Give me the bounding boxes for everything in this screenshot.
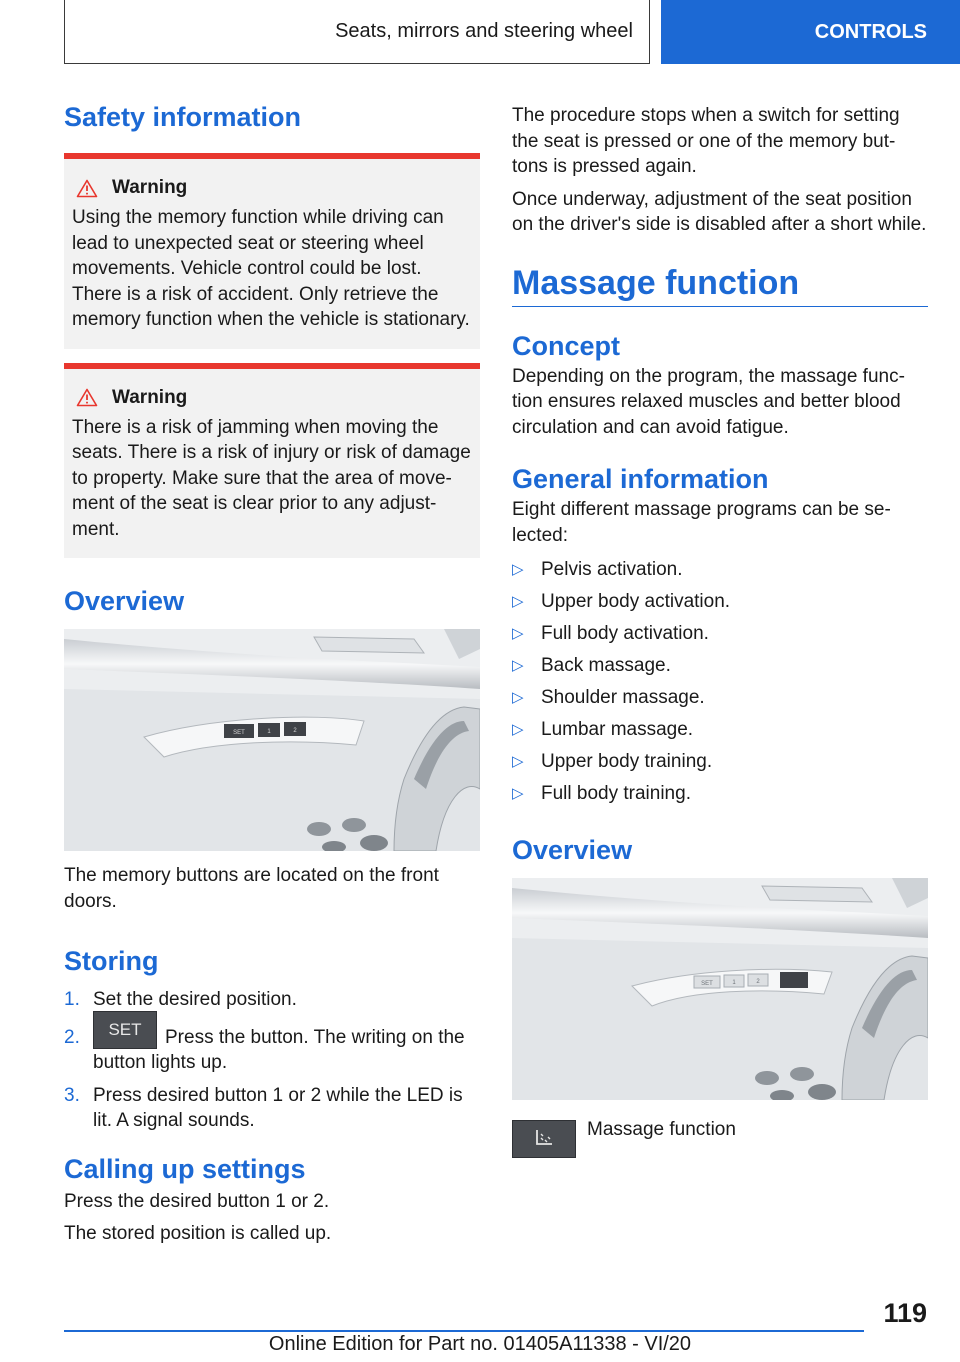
warning-title-2 [76, 387, 472, 409]
triangle-bullet-icon: ▷ [512, 689, 524, 706]
safety-heading: Safety information [64, 102, 302, 132]
concept-text: Depending on the program, the massage func-tion ensures relaxed muscles and better blood circulation and can avoid fatigue. [512, 365, 905, 438]
door-memory-buttons-photo [64, 629, 480, 851]
list-item-text: Lumbar massage. [541, 719, 694, 740]
right-column [512, 92, 928, 1158]
memory-button-1-label: 1 [732, 979, 736, 986]
underway-text: Once underway, adjustment of the seat position on the driver's side is disabled after a short while. [512, 188, 927, 235]
warning-text-1: Using the memory function while driving can lead to unexpected seat or steering wheel movements. Vehicle control could be lost. There is a risk of accident. Only retrieve the memory function when the vehicle is stationary. [72, 207, 470, 330]
list-item-text: Upper body training. [541, 751, 713, 772]
step-text-with-button [93, 1020, 480, 1076]
set-button-icon: SET [93, 1011, 157, 1049]
triangle-bullet-icon: ▷ [512, 753, 524, 770]
photo-caption-left: The memory buttons are located on the front doors. [64, 865, 439, 912]
list-item-text: Full body training. [541, 783, 691, 804]
warning-title-1 [76, 177, 472, 199]
page-number: 119 [883, 1298, 927, 1328]
warning-box-2 [64, 363, 480, 559]
footer-edition: Online Edition for Part no. 01405A11338 - VI/20 [268, 1333, 692, 1355]
step-text: Set the desired position. [93, 989, 297, 1010]
list-item [512, 653, 928, 679]
calling-up-text-2: The stored position is called up. [64, 1223, 332, 1244]
warning-label-1: Warning [112, 177, 188, 198]
warning-label-2: Warning [112, 386, 188, 408]
overview-heading-right: Overview [512, 834, 633, 865]
step-text: Press desired button 1 or 2 while the LED is lit. A signal sounds. [93, 1084, 463, 1131]
header-section-title [64, 0, 650, 64]
general-info-heading: General information [512, 464, 769, 494]
memory-button-2-label: 2 [756, 978, 760, 985]
step-number: 3. [64, 1084, 80, 1106]
triangle-bullet-icon: ▷ [512, 657, 524, 674]
warning-triangle-icon [76, 388, 98, 407]
warning-box-1 [64, 153, 480, 349]
list-item [512, 557, 928, 583]
massage-heading-block [512, 264, 928, 307]
footer-divider [64, 1330, 864, 1332]
memory-button-1-label: 1 [267, 729, 271, 735]
warning-triangle-icon [76, 179, 98, 198]
list-item-text: Shoulder massage. [541, 687, 705, 708]
general-info-text: Eight different massage programs can be se-lected: [512, 499, 891, 546]
door-massage-button-photo [512, 878, 928, 1100]
procedure-stops-text: The procedure stops when a switch for setting the seat is pressed or one of the memory but-tons is pressed again. [512, 105, 900, 177]
list-item-text: Pelvis activation. [541, 559, 683, 580]
list-item [512, 621, 928, 647]
triangle-bullet-icon: ▷ [512, 561, 524, 578]
overview-heading-left: Overview [64, 586, 185, 616]
triangle-bullet-icon: ▷ [512, 721, 524, 738]
massage-button-icon [512, 1120, 576, 1158]
calling-up-text-1: Press the desired button 1 or 2. [64, 1190, 330, 1212]
left-column [64, 92, 480, 1247]
step-number: 2. [64, 1026, 80, 1048]
list-item [512, 685, 928, 711]
door-panel-illustration [512, 878, 928, 1100]
header-chapter-text: CONTROLS [814, 20, 927, 43]
set-button-label: SET [233, 730, 245, 736]
triangle-bullet-icon: ▷ [512, 785, 524, 802]
step-item [64, 987, 480, 1013]
concept-heading: Concept [512, 330, 620, 361]
warning-text-2: There is a risk of jamming when moving the seats. There is a risk of injury or risk of damage to property. Make sure that the area of move-ment of the seat is clear prior to any adjust-ment. [72, 416, 471, 540]
massage-button-label: Massage function [587, 1118, 736, 1140]
list-item-text: Upper body activation. [541, 591, 731, 612]
set-button-label: SET [701, 980, 713, 987]
calling-up-heading: Calling up settings [64, 1153, 306, 1184]
massage-seat-icon [532, 1128, 556, 1150]
header-chapter-tab[interactable] [661, 0, 960, 64]
header-section-text: Seats, mirrors and steering wheel [335, 20, 633, 42]
door-panel-illustration [64, 629, 480, 851]
massage-button-row [512, 1120, 928, 1158]
memory-button-2-label: 2 [293, 728, 297, 734]
list-item [512, 717, 928, 743]
triangle-bullet-icon: ▷ [512, 593, 524, 610]
massage-heading: Massage function [512, 263, 800, 302]
storing-steps [64, 987, 480, 1134]
step-item [64, 1083, 480, 1134]
step-number: 1. [64, 989, 80, 1010]
step-text: Press the button. The writing on the button lights up. [93, 1026, 465, 1073]
triangle-bullet-icon: ▷ [512, 625, 524, 642]
list-item [512, 749, 928, 775]
list-item [512, 589, 928, 615]
list-item [512, 781, 928, 807]
massage-programs-list [512, 557, 928, 807]
storing-heading: Storing [64, 946, 159, 976]
list-item-text: Back massage. [541, 655, 671, 676]
step-item [64, 1020, 480, 1076]
list-item-text: Full body activation. [541, 623, 709, 644]
